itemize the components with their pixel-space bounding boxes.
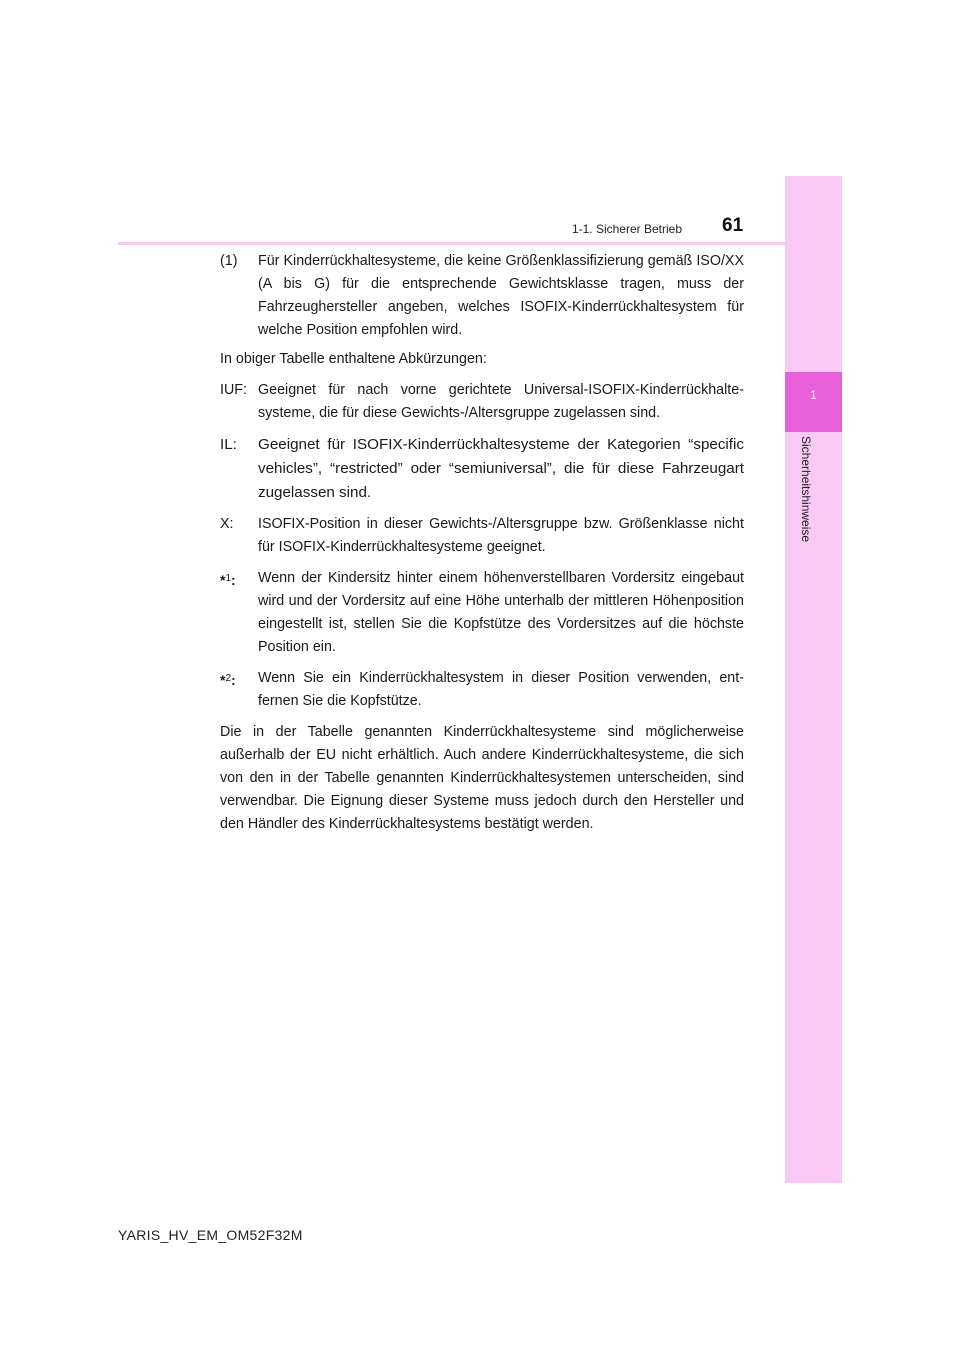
chapter-sidebar bbox=[785, 176, 842, 1183]
note-star: * bbox=[220, 672, 226, 688]
abbreviation-iuf bbox=[220, 379, 744, 425]
abbreviation-text: ISOFIX-Position in dieser Gewichts-/Altersgruppe bzw. Größenklasse nicht für ISOFIX-Kinderrückhaltesysteme geeignet. bbox=[258, 516, 744, 555]
note-number: 1 bbox=[225, 573, 232, 584]
note-1-text: Wenn der Kindersitz hinter einem höhenverstellbaren Vordersitz eingebaut wird und der Vordersitz auf eine Höhe unterhalb der mittleren Höhenposition eingestellt ist, stellen Sie die Kopfstütze des Vordersitzes auf die höchste Position ein. bbox=[258, 570, 744, 655]
page-content bbox=[220, 250, 744, 836]
document-code: YARIS_HV_EM_OM52F32M bbox=[118, 1227, 303, 1243]
abbreviation-il bbox=[220, 433, 744, 505]
abbreviation-code: IUF: bbox=[220, 382, 248, 398]
abbreviation-intro: In obiger Tabelle enthaltene Abkürzungen: bbox=[220, 351, 487, 367]
note-star: * bbox=[220, 572, 226, 588]
note-2-text: Wenn Sie ein Kinderrückhaltesystem in dieser Position verwenden, entfernen Sie die Kopfstütze. bbox=[258, 670, 744, 709]
abbreviation-code: X: bbox=[220, 516, 234, 532]
note-number: 2 bbox=[225, 673, 232, 684]
note-1-marker: *$^1$: bbox=[220, 572, 236, 588]
note-1 bbox=[220, 567, 744, 659]
chapter-title: Sicherheitshinweise bbox=[799, 436, 813, 543]
header-divider bbox=[118, 242, 842, 245]
footnote-1-text: Für Kinderrückhaltesysteme, die keine Größenklassifizierung gemäß ISO/XX (A bis G) für die entsprechende Gewichtsklasse tragen, muss der Fahrzeughersteller angeben, welches ISOFIX-Kinderrückhaltesystem für welche Position empfohlen wird. bbox=[258, 253, 744, 338]
abbreviation-text: Geeignet für nach vorne gerichtete Universal-ISOFIX-Kinderrückhaltesysteme, die für diese Gewichts-/Altersgruppe zugelassen sind. bbox=[258, 382, 744, 421]
header-section-title: 1-1. Sicherer Betrieb bbox=[571, 222, 682, 236]
chapter-tab[interactable] bbox=[785, 372, 842, 432]
footnote-1-label: (1) bbox=[220, 253, 238, 269]
abbreviation-code: IL: bbox=[220, 436, 237, 453]
page-number: 61 bbox=[722, 215, 744, 236]
note-2-marker: *$^2$: bbox=[220, 672, 236, 688]
chapter-number: 1 bbox=[810, 388, 817, 402]
note-2 bbox=[220, 667, 744, 713]
abbreviation-x bbox=[220, 513, 744, 559]
abbreviation-text: Geeignet für ISOFIX-Kinderrückhaltesysteme der Kategorien “specific vehicles”, “restricted” oder “semiuniversal”, die für diese Fahrzeugart zugelassen sind. bbox=[258, 436, 744, 501]
closing-paragraph: Die in der Tabelle genannten Kinderrückhaltesysteme sind möglicherweise außerhalb der EU nicht erhältlich. Auch andere Kinderrückhaltesysteme, die sich von den in der Tabelle genannten Kinderrückhaltesystemen unterscheiden, sind verwendbar. Die Eignung dieser Systeme muss jedoch durch den Hersteller und den Händler des Kinderrückhaltesystems bestätigt werden. bbox=[220, 724, 744, 832]
footnote-1 bbox=[220, 250, 744, 342]
